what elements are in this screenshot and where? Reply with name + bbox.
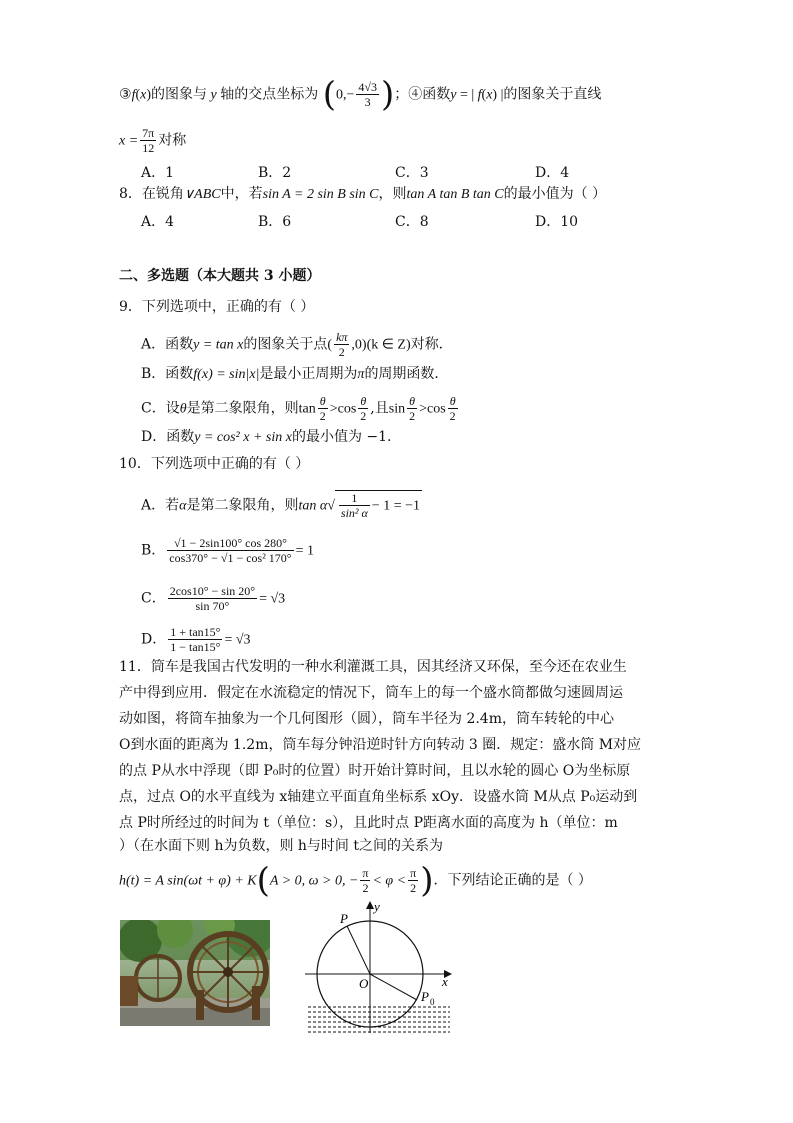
q11-line-8: ）（在水面下则 h为负数，则 h与时间 t之间的关系为 [119,838,444,854]
q11-line-6: 点，过点 O的水平直线为 x轴建立平面直角坐标系 xOy．设盛水筒 M从点 P₀运动到 [119,789,638,805]
q10-option-d[interactable]: D． $\frac{1 + \tan 15^\circ}{1 - \tan 15^\circ}$ = √3 [141,625,251,654]
water-hatching [308,1007,450,1032]
q7-option-d[interactable]: D．4 [535,165,570,181]
label-o: O [359,976,369,991]
q7-option-b[interactable]: B．2 [258,165,292,181]
label-x: x [442,974,448,989]
q7-option-c[interactable]: C．3 [395,165,429,181]
q9-option-b[interactable]: B．函数f(x) = sin|x|是最小正周期为π的周期函数． [141,366,449,382]
q10-option-c[interactable]: C． $\frac{2\cos 10^\circ - \sin 20^\circ}{\sin 70^\circ}$ = √3 [141,584,286,613]
label-p: P [340,911,348,926]
q8-stem: 8．在锐角∨ABC中，若sin A = 2 sin B sin C，则tan A tan B tan C的最小值为（ ） [119,186,607,202]
label-y: y [374,899,380,914]
q11-line-1: 11．筒车是我国古代发明的一种水利灌溉工具，因其经济又环保，至今还在农业生 [119,659,627,675]
q11-formula-line: h(t) = A sin(ωt + φ) + K(A > 0, ω > 0, − $\frac{\pi}{2}$ < φ < $\frac{\pi}{2}$ )．下列结论正确的是（ ） [119,860,592,901]
q11-line-3: 动如图，将筒车抽象为一个几何图形（圆），筒车半径为 2.4m，筒车转轮的中心 [119,711,614,727]
q8-option-c[interactable]: C．8 [395,214,429,230]
q10-option-a[interactable]: A．若α是第二象限角，则tan α√ $\frac{1}{\text{sin² α}}$ − 1 = −1 [141,491,421,520]
q8-option-b[interactable]: B．6 [258,214,292,230]
q8-option-d[interactable]: D．10 [535,214,579,230]
q11-line-2: 产中得到应用．假定在水流稳定的情况下，筒车上的每一个盛水筒都做匀速圆周运 [119,685,623,701]
label-p0: P [421,989,429,1004]
q7-statement-3: ③f(x)的图象与 y 轴的交点坐标为 (0,− $\frac{4√3}{3}$ )；④函数y = | f(x) |的图象关于直线 [119,74,602,115]
q9-option-d[interactable]: D．函数y = cos² x + sin x的最小值为 −1. [141,429,392,445]
wheel-diagram [300,895,460,1035]
q10-option-b[interactable]: B． $\frac{√1 - 2\sin 100^\circ \cos 280^\circ}{\text{cos370° − √1 − cos² 170°}}$ = 1 [141,536,315,565]
radius-op0 [370,974,417,1000]
q7-option-a[interactable]: A．1 [141,165,175,181]
radius-op [347,926,370,974]
q9-stem: 9．下列选项中，正确的有（ ） [119,299,315,315]
q11-line-4: O到水面的距离为 1.2m，筒车每分钟沿逆时针方向转动 3 圈．规定：盛水筒 M对应 [119,737,642,753]
water-wheel-photo [120,920,270,1026]
q11-line-5: 的点 P从水中浮现（即 P₀时的位置）时开始计算时间，且以水轮的圆心 O为坐标原 [119,763,631,779]
section-heading: 二、多选题（本大题共 3 小题） [119,268,321,284]
label-p0-subscript: 0 [430,997,435,1007]
q7-statement-4-line: x = $\frac{7\pi}{12}$ 对称 [119,126,187,155]
q11-line-7: 点 P时所经过的时间为 t（单位：s），且此时点 P距离水面的高度为 h（单位：m [119,815,618,831]
q10-stem: 10．下列选项中正确的有（ ） [119,456,310,472]
q8-option-a[interactable]: A．4 [141,214,175,230]
q9-option-c[interactable]: C．设θ是第二象限角，则tan $\frac{\theta}{2}$ >cos $\frac{\theta}{2}$ ,且sin $\frac{\theta}{2}$ >cos $\frac{\theta}{2}$ [141,394,456,423]
q9-option-a[interactable]: A．函数y = tan x的图象关于点( $\frac{k\pi}{2}$ ,0)(k ∈ Z)对称． [141,330,453,359]
